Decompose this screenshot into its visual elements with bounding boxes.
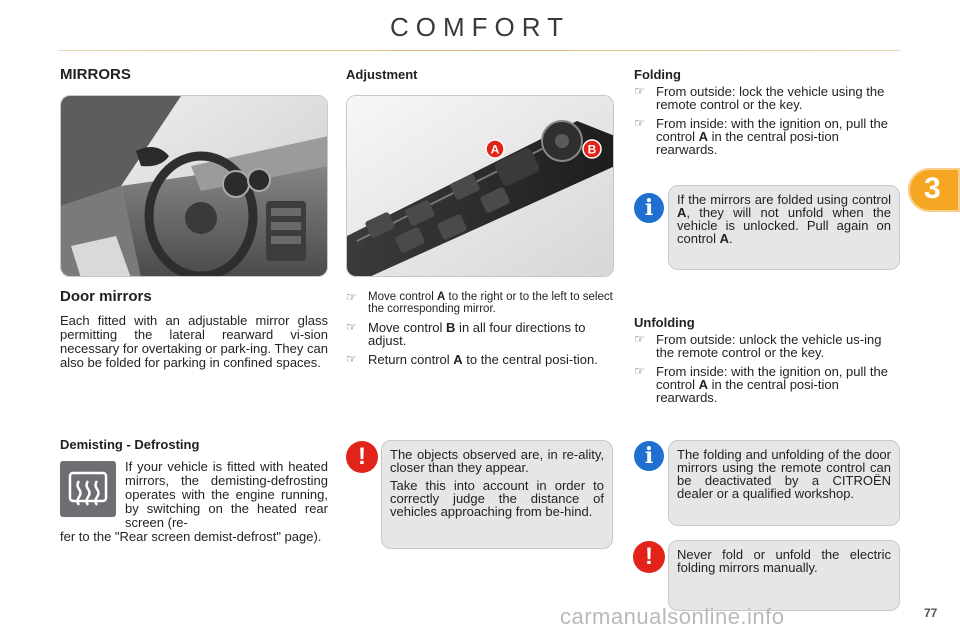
- callout-b: B: [587, 142, 597, 157]
- callout-a: A: [490, 142, 500, 157]
- door-mirrors-text: Each fitted with an adjustable mirror glass permitting the lateral rearward vi-sion necessary for overtaking or park-ing. They can also be folded for parking in confined spaces.: [60, 313, 328, 370]
- list-item: ☞ Move control B in all four directions to adjust.: [346, 320, 586, 348]
- list-item: ☞ From outside: lock the vehicle using the remote control or the key.: [634, 84, 885, 112]
- pointing-hand-icon: ☞: [346, 290, 357, 304]
- pointing-hand-icon: ☞: [634, 332, 645, 346]
- adjustment-steps: [346, 291, 614, 372]
- page-number: 77: [924, 606, 938, 620]
- info-box-deactivation: [668, 440, 900, 526]
- mirror-control-photo: [346, 95, 614, 277]
- info-text-deactivation: The folding and unfolding of the door mirrors using the remote control can be deactivated by a CITROËN dealer or a qualified workshop.: [677, 447, 891, 501]
- subheading-unfolding: Unfolding: [634, 315, 695, 330]
- info-box-folded: If the mirrors are folded using control A, they will not unfold when the vehicle is unlocked. Pull again on control A.: [668, 185, 900, 270]
- pointing-hand-icon: ☞: [346, 352, 357, 366]
- control-panel-illustration: [347, 96, 614, 277]
- folding-steps: [634, 85, 900, 162]
- section-heading-mirrors: MIRRORS: [60, 66, 131, 83]
- rear-screen-defrost-icon: [60, 461, 116, 517]
- pointing-hand-icon: ☞: [634, 84, 645, 98]
- interior-photo: [60, 95, 328, 277]
- page-title: COMFORT: [390, 12, 570, 42]
- list-item: ☞ Return control A to the central posi-tion.: [346, 352, 598, 367]
- list-item: ☞ From outside: unlock the vehicle us-ing the remote control or the key.: [634, 332, 882, 360]
- list-item: ☞ Move control A to the right or to the left to select the corresponding mirror.: [346, 290, 613, 315]
- exclamation-icon: !: [633, 541, 665, 573]
- info-icon: i: [634, 193, 664, 223]
- demisting-text-2: fer to the "Rear screen demist-defrost" page).: [60, 529, 322, 544]
- title-divider: [58, 50, 900, 51]
- list-item: ☞ From inside: with the ignition on, pull the control A in the central posi-tion rearwards.: [634, 364, 888, 405]
- pointing-hand-icon: ☞: [346, 320, 357, 334]
- car-interior-illustration: [61, 96, 328, 277]
- chapter-tab[interactable]: [908, 168, 960, 212]
- demisting-text-1: If your vehicle is fitted with heated mirrors, the demisting-defrosting operates with the engine running, by switching on the heated rear screen (re-: [125, 459, 328, 530]
- info-icon: i: [634, 441, 664, 471]
- warning-box-manual-fold: [668, 540, 900, 611]
- pointing-hand-icon: ☞: [634, 116, 645, 130]
- warning-text-manual-fold: Never fold or unfold the electric folding mirrors manually.: [677, 547, 891, 575]
- chapter-number: 3: [924, 172, 941, 205]
- watermark: carmanualsonline.info: [560, 604, 785, 629]
- warning-text-1: The objects observed are, in re-ality, closer than they appear.: [390, 447, 604, 475]
- unfolding-steps: [634, 333, 900, 410]
- subheading-door-mirrors: Door mirrors: [60, 288, 152, 305]
- subheading-adjustment: Adjustment: [346, 67, 418, 82]
- pointing-hand-icon: ☞: [634, 364, 645, 378]
- subheading-folding: Folding: [634, 67, 681, 82]
- list-item: ☞ From inside: with the ignition on, pull the control A in the central posi-tion rearwards.: [634, 116, 888, 157]
- exclamation-icon: !: [346, 441, 378, 473]
- warning-text-2: Take this into account in order to correctly judge the distance of vehicles approaching from be-hind.: [390, 478, 604, 519]
- subheading-demisting: Demisting - Defrosting: [60, 437, 200, 452]
- warning-box-distance: [381, 440, 613, 549]
